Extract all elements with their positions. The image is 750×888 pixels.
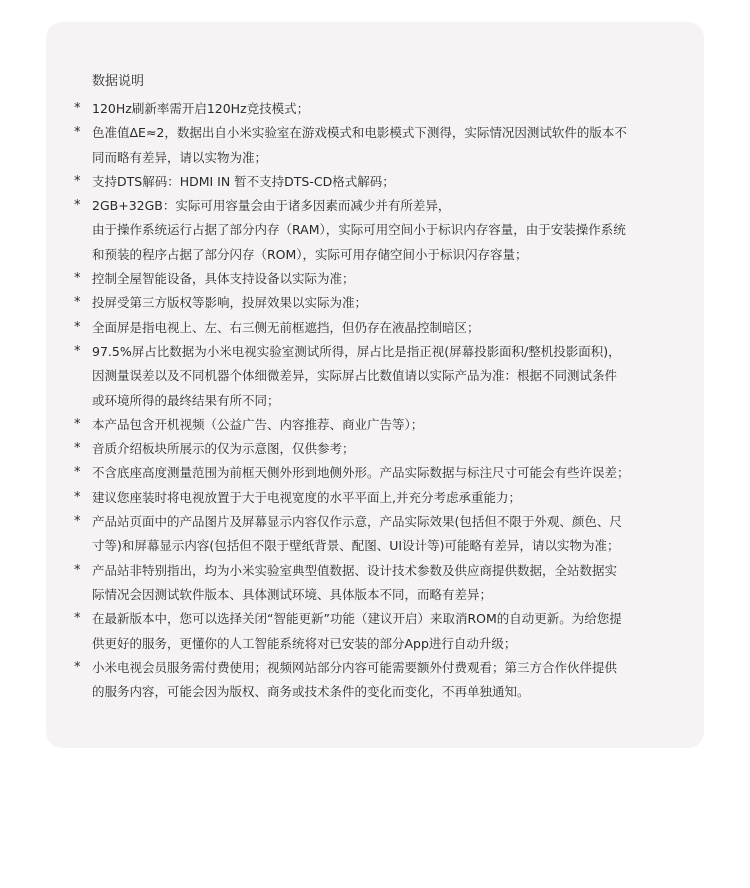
bullet-marker: * (74, 343, 81, 359)
note-text-line: 全面屏是指电视上、左、右三侧无前框遮挡，但仍存在液晶控制暗区； (92, 319, 480, 335)
note-text-line: 由于操作系统运行占据了部分内存（RAM），实际可用空间小于标识内存容量，由于安装操作系统 (92, 222, 626, 238)
note-text-line: 在最新版本中，您可以选择关闭“智能更新”功能（建议开启）来取消ROM的自动更新。为给您提 (92, 611, 622, 627)
note-item (74, 291, 688, 315)
bullet-marker: * (74, 562, 81, 578)
note-text-line: 因测量误差以及不同机器个体细微差异，实际屏占比数值请以实际产品为准：根据不同测试条件 (92, 368, 618, 384)
note-item (74, 170, 688, 194)
note-item (74, 121, 688, 170)
note-item (74, 510, 688, 559)
bullet-marker: * (74, 271, 81, 287)
note-text-line: 供更好的服务，更懂你的人工智能系统将对已安装的部分App进行自动升级； (92, 635, 517, 651)
note-text-line: 同而略有差异，请以实物为准； (92, 149, 268, 165)
note-item (74, 97, 688, 121)
bullet-marker: * (74, 319, 81, 335)
note-text-line: 产品站页面中的产品图片及屏幕显示内容仅作示意，产品实际效果(包括但不限于外观、颜色、尺 (92, 514, 622, 530)
note-text-line: 产品站非特别指出，均为小米实验室典型值数据、设计技术参数及供应商提供数据，全站数据实 (92, 562, 618, 578)
note-item (74, 461, 688, 485)
note-text-line: 和预装的程序占据了部分闪存（ROM），实际可用存储空间小于标识闪存容量； (92, 246, 528, 262)
note-item (74, 413, 688, 437)
bullet-marker: * (74, 416, 81, 432)
notes-title: 数据说明 (92, 74, 145, 89)
bullet-marker: * (74, 441, 81, 457)
bullet-marker: * (74, 659, 81, 675)
note-text-line: 际情况会因测试软件版本、具体测试环境、具体版本不同，而略有差异； (92, 586, 493, 602)
bullet-marker: * (74, 611, 81, 627)
note-item (74, 437, 688, 461)
bullet-marker: * (74, 295, 81, 311)
notes-list (0, 97, 750, 704)
note-text-line: 2GB+32GB：实际可用容量会由于诸多因素而减少并有所差异， (92, 198, 451, 214)
note-text-line: 或环境所得的最终结果有所不同； (92, 392, 280, 408)
bullet-marker: * (74, 514, 81, 530)
note-item (74, 486, 688, 510)
note-text-line: 的服务内容，可能会因为版权、商务或技术条件的变化而变化，不再单独通知。 (92, 684, 530, 700)
note-item (74, 607, 688, 656)
note-item (74, 316, 688, 340)
note-item (74, 340, 688, 413)
bullet-marker: * (74, 173, 81, 189)
bullet-marker: * (74, 489, 81, 505)
bullet-marker: * (74, 198, 81, 214)
bullet-marker: * (74, 101, 81, 116)
note-text-line: 不含底座高度测量范围为前框天侧外形到地侧外形。产品实际数据与标注尺寸可能会有些许误差； (92, 465, 630, 481)
note-text-line: 支持DTS解码：HDMI IN 暂不支持DTS-CD格式解码； (92, 173, 395, 189)
note-text-line: 120Hz刷新率需开启120Hz竞技模式； (92, 101, 310, 116)
note-item (74, 656, 688, 705)
note-text-line: 投屏受第三方版权等影响，投屏效果以实际为准； (92, 295, 368, 311)
note-text-line: 色准值ΔE≈2，数据出自小米实验室在游戏模式和电影模式下测得，实际情况因测试软件的版本不 (92, 125, 627, 141)
note-item (74, 559, 688, 608)
note-item (74, 194, 688, 267)
bullet-marker: * (74, 125, 81, 141)
bullet-marker: * (74, 465, 81, 481)
note-text-line: 本产品包含开机视频（公益广告、内容推荐、商业广告等）； (92, 416, 424, 432)
note-text-line: 建议您座装时将电视放置于大于电视宽度的水平平面上,并充分考虑承重能力； (92, 489, 521, 505)
note-text-line: 97.5%屏占比数据为小米电视实验室测试所得，屏占比是指正视(屏幕投影面积/整机投影面积)， (92, 343, 621, 359)
note-text-line: 小米电视会员服务需付费使用；视频网站部分内容可能需要额外付费观看；第三方合作伙伴提供 (92, 659, 618, 675)
note-item (74, 267, 688, 291)
note-text-line: 寸等)和屏幕显示内容(包括但不限于壁纸背景、配图、UI设计等)可能略有差异，请以实物为准； (92, 538, 620, 554)
note-text-line: 控制全屋智能设备，具体支持设备以实际为准； (92, 271, 355, 287)
note-text-line: 音质介绍板块所展示的仅为示意图，仅供参考； (92, 441, 355, 457)
